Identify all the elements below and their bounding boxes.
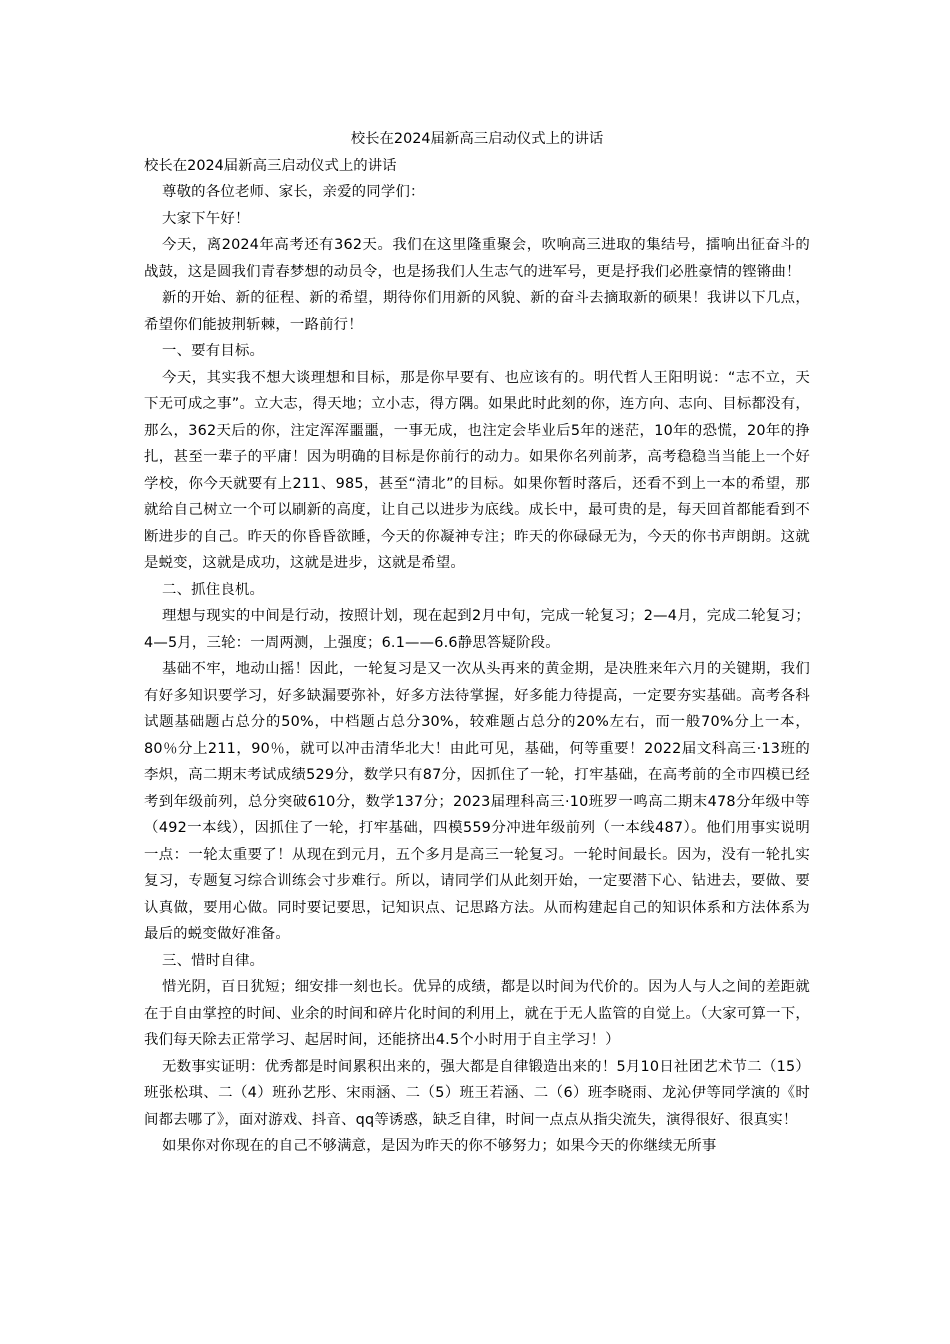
section-heading-discipline: 三、惜时自律。 (162, 952, 265, 969)
paragraph-salutation: 尊敬的各位老师、家长，亲爱的同学们： (162, 184, 425, 200)
paragraph-closing-partial: 如果你对你现在的自己不够满意，是因为昨天的你不够努力；如果今天的你继续无所事 (162, 1138, 717, 1154)
paragraph-intro: 今天，离2024年高考还有362天。我们在这里隆重聚会，吹响高三进取的集结号，擂响出征奋斗的战鼓，这是圆我们青春梦想的动员令，也是扬我们人生志气的进军号，更是抒我们必胜豪情的铿锵曲！ (144, 237, 810, 280)
paragraph-time: 惜光阴，百日犹短；细安排一刻也长。优异的成绩，都是以时间为代价的。因为人与人之间的差距就在于自由掌控的时间、业余的时间和碎片化时间的利用上，就在于无人监管的自觉上。（大家可算一下，我们每天除去正常学习、起居时间，还能挤出4.5个小时用于自主学习！） (144, 979, 810, 1048)
paragraph-goals: 今天，其实我不想大谈理想和目标，那是你早要有、也应该有的。明代哲人王阳明说：“志不立，天下无可成之事”。立大志，得天地；立小志，得方隅。如果此时此刻的你，连方向、志向、目标都没有，那么，362天后的你，注定浑浑噩噩，一事无成，也注定会毕业后5年的迷茫，10年的恐慌，20年的挣扎，甚至一辈子的平庸！因为明确的目标是你前行的动力。如果你名列前茅，高考稳稳当当能上一个好学校，你今天就要有上211、985，甚至“清北”的目标。如果你暂时落后，还看不到上一本的希望，那就给自己树立一个可以刷新的高度，让自己以进步为底线。成长中，最可贵的是，每天回首都能看到不断进步的自己。昨天的你昏昏欲睡，今天的你凝神专注；昨天的你碌碌无为，今天的你书声朗朗。这就是蜕变，这就是成功，这就是进步，这就是希望。 (144, 369, 810, 571)
paragraph-greeting: 大家下午好！ (162, 210, 250, 227)
document-title: 校长在2024届新高三启动仪式上的讲话 (350, 131, 604, 147)
paragraph-outline: 新的开始、新的征程、新的希望，期待你们用新的风貌、新的奋斗去摘取新的硕果！我讲以下几点，希望你们能披荆斩棘，一路前行！ (144, 290, 810, 333)
paragraph-plan: 理想与现实的中间是行动，按照计划，现在起到2月中旬，完成一轮复习；2—4月，完成二轮复习；4—5月，三轮：一周两测，上强度；6.1——6.6静思答疑阶段。 (144, 608, 810, 651)
paragraph-foundation: 基础不牢，地动山摇！因此，一轮复习是又一次从头再来的黄金期，是决胜来年六月的关键期，我们有好多知识要学习，好多缺漏要弥补，好多方法待掌握，好多能力待提高，一定要夯实基础。高考各科试题基础题占总分的50%，中档题占总分30%，较难题占总分的20%左右，而一般70%分上一本，80％分上211，90％，就可以冲击清华北大！由此可见，基础，何等重要！2022届文科高三·13班的李炽，高二期末考试成绩529分，数学只有87分，因抓住了一轮，打牢基础，在高考前的全市四模已经考到年级前列，总分突破610分，数学137分；2023届理科高三·10班罗一鸣高二期末478分年级中等（492一本线），因抓住了一轮，打牢基础，四模559分冲进年级前列（一本线487）。他们用事实说明一点：一轮太重要了！从现在到元月，五个多月是高三一轮复习。一轮时间最长。因为，没有一轮扎实复习，专题复习综合训练会寸步难行。所以，请同学们从此刻开始，一定要潜下心、钻进去，要做、要认真做，要用心做。同时要记要思，记知识点、记思路方法。从而构建起自己的知识体系和方法体系为最后的蜕变做好准备。 (144, 661, 810, 942)
document-body (144, 126, 810, 1160)
document-subtitle: 校长在2024届新高三启动仪式上的讲话 (144, 157, 397, 174)
section-heading-goals: 一、要有目标。 (162, 343, 265, 359)
paragraph-evidence: 无数事实证明：优秀都是时间累积出来的，强大都是自律锻造出来的！5月10日社团艺术节二（15）班张松琪、二（4）班孙艺彤、宋雨涵、二（5）班王若涵、二（6）班李晓雨、龙沁伊等同学演的《时间都去哪了》，面对游戏、抖音、qq等诱惑，缺乏自律，时间一点点从指尖流失，演得很好、很真实！ (144, 1058, 810, 1128)
section-heading-opportunity: 二、抓住良机。 (162, 581, 265, 598)
